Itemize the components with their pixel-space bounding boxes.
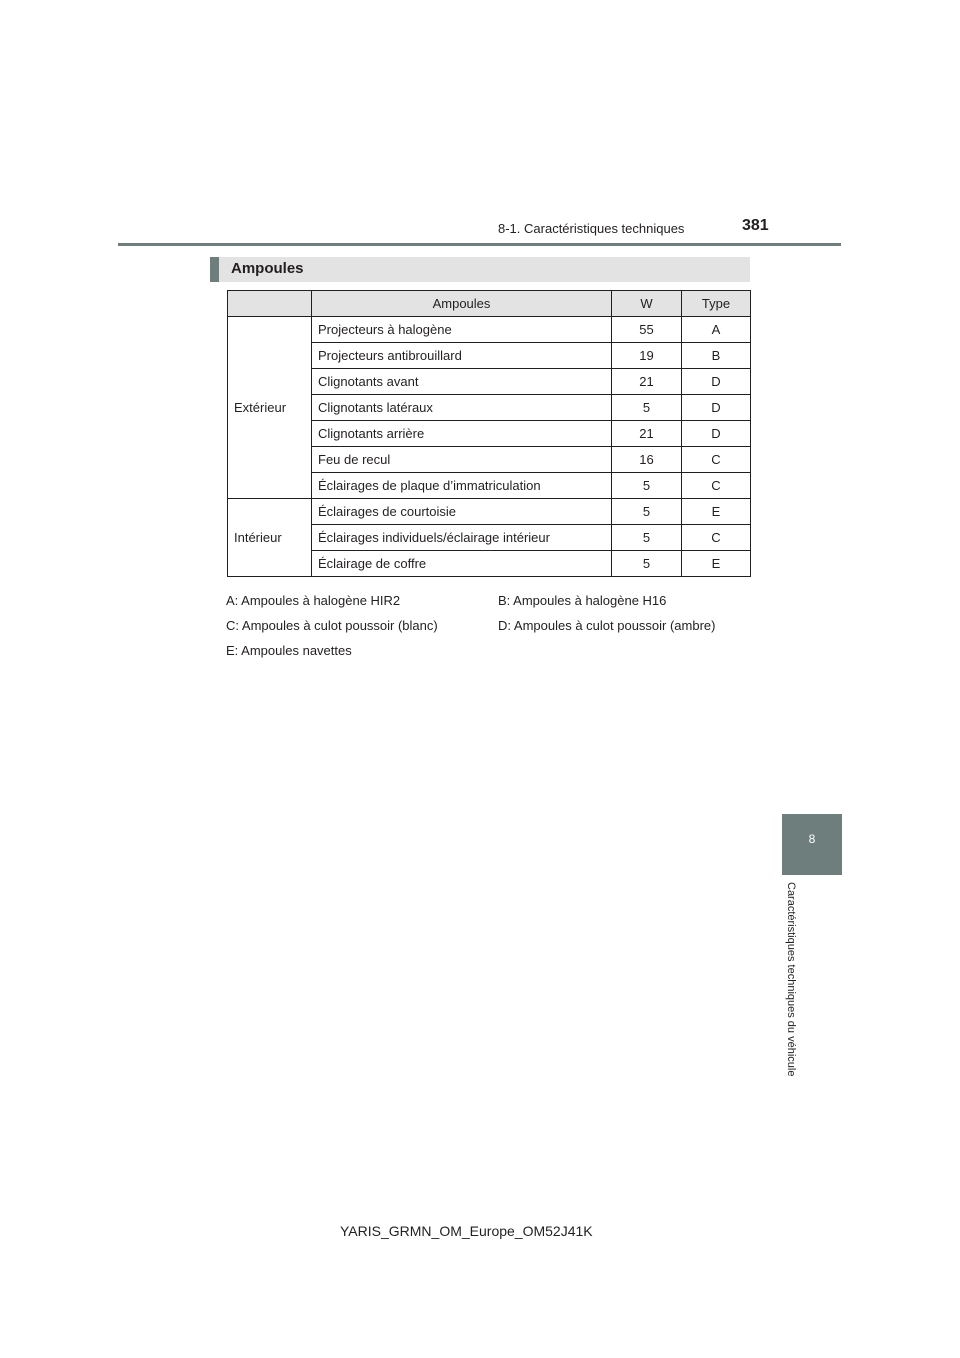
bulb-type: B (682, 343, 751, 369)
section-title: Ampoules (231, 260, 304, 277)
bulb-watt: 16 (612, 447, 682, 473)
bulb-name: Projecteurs antibrouillard (312, 343, 612, 369)
table-row (228, 317, 751, 343)
bulb-name: Clignotants latéraux (312, 395, 612, 421)
bulb-name: Éclairages de courtoisie (312, 499, 612, 525)
bulb-name: Éclairages individuels/éclairage intérieur (312, 525, 612, 551)
legend-note-b: B: Ampoules à halogène H16 (498, 593, 667, 608)
chapter-number: 8 (808, 832, 816, 846)
bulb-watt: 21 (612, 369, 682, 395)
chapter-tab (782, 814, 842, 874)
column-header-watt: W (612, 291, 682, 317)
bulb-name: Feu de recul (312, 447, 612, 473)
bulb-name: Projecteurs à halogène (312, 317, 612, 343)
bulb-type: D (682, 421, 751, 447)
chapter-tab-rule (782, 874, 842, 875)
bulb-type: C (682, 447, 751, 473)
bulb-type: E (682, 551, 751, 577)
column-header-group (228, 291, 312, 317)
bulb-watt: 5 (612, 395, 682, 421)
bulb-type: C (682, 525, 751, 551)
bulb-name: Éclairages de plaque d’immatriculation (312, 473, 612, 499)
legend-note-c: C: Ampoules à culot poussoir (blanc) (226, 618, 438, 633)
chapter-side-title-wrap (785, 882, 805, 1112)
column-header-bulbs: Ampoules (312, 291, 612, 317)
bulb-type: D (682, 395, 751, 421)
chapter-side-title: Caractéristiques techniques du véhicule (785, 882, 797, 1077)
legend-note-d: D: Ampoules à culot poussoir (ambre) (498, 618, 716, 633)
bulb-type: C (682, 473, 751, 499)
bulb-type: D (682, 369, 751, 395)
table-header-row (228, 291, 751, 317)
bulb-watt: 19 (612, 343, 682, 369)
legend-note-a: A: Ampoules à halogène HIR2 (226, 593, 401, 608)
bulb-name: Éclairage de coffre (312, 551, 612, 577)
group-label-interior: Intérieur (228, 499, 312, 577)
bulb-watt: 5 (612, 499, 682, 525)
header-section-title: 8-1. Caractéristiques techniques (498, 221, 685, 236)
bulb-type: E (682, 499, 751, 525)
bulb-name: Clignotants avant (312, 369, 612, 395)
bulb-watt: 55 (612, 317, 682, 343)
bulb-watt: 21 (612, 421, 682, 447)
document-code: YARIS_GRMN_OM_Europe_OM52J41K (340, 1223, 593, 1239)
column-header-type: Type (682, 291, 751, 317)
bulb-watt: 5 (612, 473, 682, 499)
page-number: 381 (742, 217, 769, 234)
bulb-watt: 5 (612, 551, 682, 577)
table-row (228, 499, 751, 525)
bulb-name: Clignotants arrière (312, 421, 612, 447)
bulb-type: A (682, 317, 751, 343)
bulb-watt: 5 (612, 525, 682, 551)
legend-note-e: E: Ampoules navettes (226, 643, 352, 658)
section-bar (210, 257, 750, 282)
header-rule (118, 243, 841, 246)
group-label-exterior: Extérieur (228, 317, 312, 499)
bulbs-table (227, 290, 751, 577)
